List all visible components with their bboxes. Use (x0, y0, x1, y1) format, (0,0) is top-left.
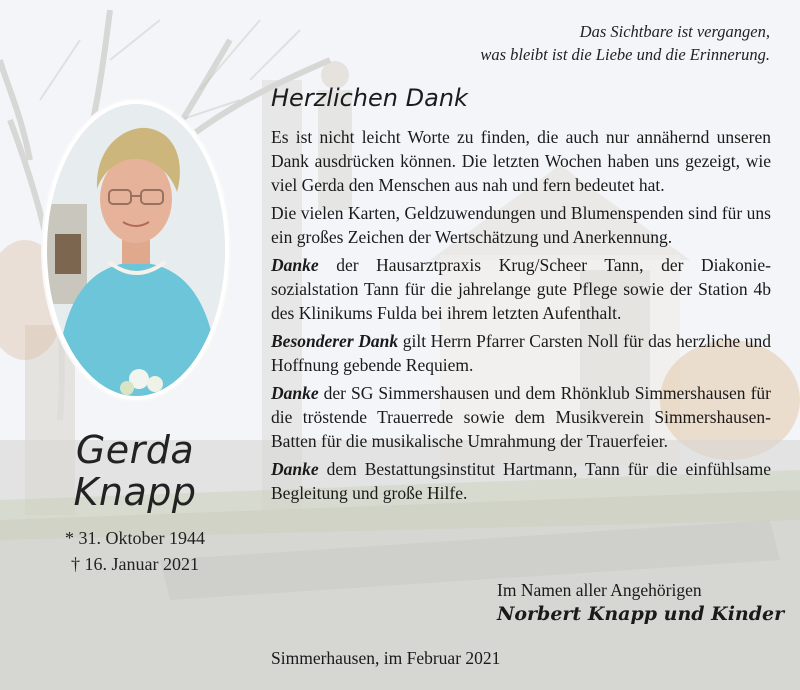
birth-date: * 31. Oktober 1944 (65, 528, 205, 548)
paragraph-text: Es ist nicht leicht Worte zu finden, die auch nur annähernd unseren Dank ausdrücken können. Die letzten Wochen haben uns gezeigt, wie viel Gerda den Menschen aus nah und fern bedeutet hat. (271, 127, 771, 195)
paragraph (271, 329, 771, 377)
paragraph-text: dem Bestattungsinstitut Hartmann, Tann für die einfühlsame Begleitung und große Hilfe. (271, 459, 771, 503)
paragraph-text: der Hausarztpraxis Krug/Scheer Tann, der Diakonie-sozialstation Tann für die jahrelange gute Pflege sowie der Station 4b des Klinikums Fulda bei ihrem letzten Aufenthalt. (271, 255, 771, 323)
paragraph (271, 381, 771, 453)
portrait-photo (47, 104, 225, 396)
signature-intro: Im Namen aller Angehörigen (497, 580, 702, 600)
death-date: † 16. Januar 2021 (71, 554, 199, 574)
paragraph-text: Die vielen Karten, Geldzuwendungen und Blumenspenden sind für uns ein großes Zeichen der Wertschätzung und Anerkennung. (271, 203, 771, 247)
signature-names: Norbert Knapp und Kinder (497, 603, 785, 625)
place-date: Simmerhausen, im Februar 2021 (271, 648, 501, 668)
paragraph-lead: Danke (271, 459, 319, 479)
paragraph-lead: Besonderer Dank (271, 331, 399, 351)
deceased-first-name: Gerda (75, 428, 195, 472)
thank-you-text (271, 125, 771, 509)
paragraph-lead: Danke (271, 383, 319, 403)
motto-line-1: Das Sichtbare ist vergangen, (579, 22, 770, 41)
motto (480, 20, 770, 66)
paragraph-text: gilt Herrn Pfarrer Carsten Noll für das herzliche und Hoffnung gebende Requiem. (271, 331, 771, 375)
paragraph (271, 253, 771, 325)
motto-line-2: was bleibt ist die Liebe und die Erinnerung. (480, 45, 770, 64)
paragraph-lead: Danke (271, 255, 319, 275)
paragraph (271, 125, 771, 197)
paragraph (271, 457, 771, 505)
deceased-last-name: Knapp (73, 470, 197, 514)
heading: Herzlichen Dank (271, 84, 468, 112)
paragraph-text: der SG Simmershausen und dem Rhönklub Simmershausen für die tröstende Trauerrede sowie dem Musikverein Simmershausen-Batten für die musikalische Umrahmung der Trauerfeier. (271, 383, 771, 451)
paragraph (271, 201, 771, 249)
